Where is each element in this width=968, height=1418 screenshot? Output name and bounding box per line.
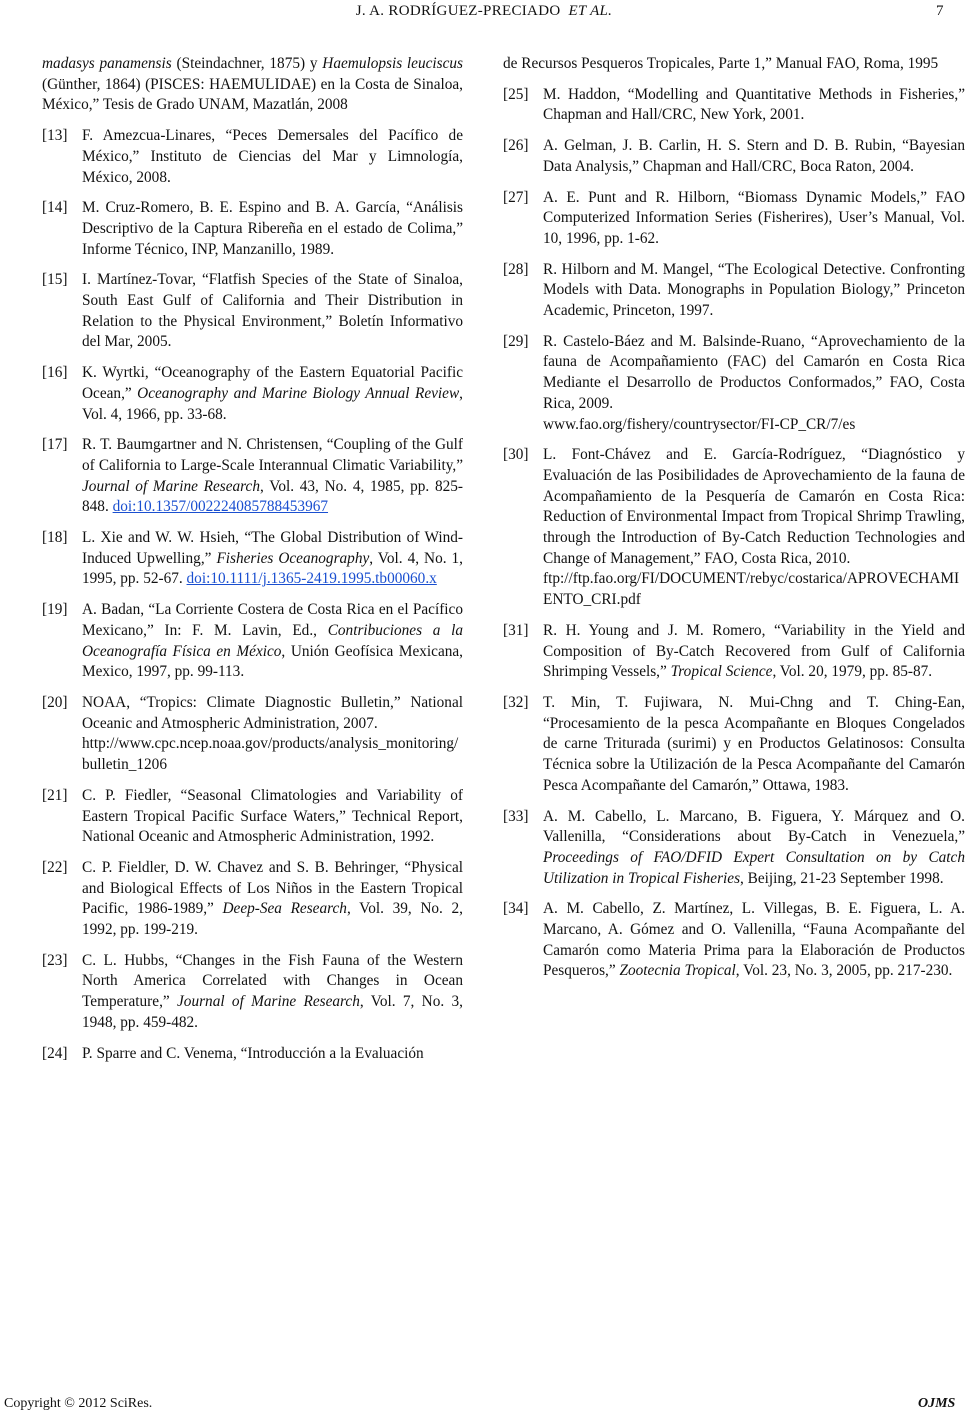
reference-body <box>82 126 463 188</box>
reference-number: [16] <box>42 364 68 382</box>
reference-body <box>543 260 965 322</box>
reference-body <box>543 445 965 611</box>
reference-text: A. M. Cabello, Z. Martínez, L. Villegas, B. E. Figuera, L. A. Marcano, A. Gómez and O. Vallenilla, “Fauna Acompañante del Camarón como Materia Prima para la Elaboración de Productos Pesqueros,” <box>543 900 965 980</box>
italic-title: Tropical Science <box>670 663 773 681</box>
reference-entry <box>42 951 463 1034</box>
reference-entry <box>42 786 463 848</box>
reference-text: (Steindachner, 1875) y <box>171 55 323 72</box>
reference-entry <box>42 126 463 188</box>
reference-entry <box>42 858 463 941</box>
reference-body <box>82 600 463 683</box>
reference-text: , Unión Geofísica Mexicana, Mexico, 1997, pp. 99-113. <box>82 642 463 681</box>
reference-entry <box>42 693 463 776</box>
reference-entry <box>503 621 965 683</box>
reference-entry <box>503 693 965 797</box>
reference-body <box>543 807 965 890</box>
reference-text: A. M. Cabello, L. Marcano, B. Figuera, Y. Márquez and O. Vallenilla, “Considerations about By-Catch in Venezuela,” <box>543 807 965 846</box>
reference-text: T. Min, T. Fujiwara, N. Mui-Chng and T. Ching-Ean, “Procesamiento de la pesca Acompañante en Bloques Congelados de carne Triturada (surimi) y en Productos Gelatinosos: Consulta Técnica sobre la Utilización de la Pesca Acompañante del Camarón Pesca Acompañante del Camarón,” Ottawa, 1983. <box>543 693 965 794</box>
reference-text: , Vol. 43, No. 4, 1985, pp. 825-848. <box>82 477 463 516</box>
reference-body <box>82 435 463 518</box>
reference-body <box>82 1044 463 1065</box>
reference-body <box>543 85 965 126</box>
reference-text: R. T. Baumgartner and N. Christensen, “Coupling of the Gulf of California to Large-Scale Interannual Climatic Variability,” <box>82 436 463 474</box>
reference-entry <box>42 363 463 425</box>
reference-number: [18] <box>42 529 68 547</box>
reference-body <box>82 858 463 941</box>
reference-text: , Vol. 39, No. 2, 1992, pp. 199-219. <box>82 900 463 939</box>
reference-entry <box>42 528 463 590</box>
reference-number: [20] <box>42 693 68 711</box>
reference-text: A. E. Punt and R. Hilborn, “Biomass Dynamic Models,” FAO Computerized Information Series (Fisherires), User’s Manual, Vol. 10, 1996, pp. 1-62. <box>543 188 965 247</box>
reference-entry <box>503 260 965 322</box>
reference-number: [33] <box>503 807 529 825</box>
left-column <box>42 54 463 1074</box>
reference-body <box>82 951 463 1034</box>
reference-url[interactable]: www.fao.org/fishery/countrysector/FI-CP_CR/7/es <box>543 415 856 433</box>
reference-number: [17] <box>42 436 68 454</box>
reference-number: [30] <box>503 446 529 464</box>
reference-number: [19] <box>42 601 68 619</box>
reference-entry <box>42 600 463 683</box>
reference-number: [13] <box>42 127 68 145</box>
reference-number: [22] <box>42 858 68 876</box>
reference-text: P. Sparre and C. Venema, “Introducción a la Evaluación <box>82 1044 424 1062</box>
reference-number: [34] <box>503 900 529 918</box>
reference-text: A. Badan, “La Corriente Costera de Costa Rica en el Pacífico Mexicano,” In: F. M. Lavin, Ed., <box>82 601 463 639</box>
reference-entry <box>503 899 965 982</box>
reference-text: R. Hilborn and M. Mangel, “The Ecological Detective. Confronting Models with Data. Monographs in Population Biology,” Princeton Academic, Princeton, 1997. <box>543 260 965 320</box>
reference-entry <box>42 198 463 260</box>
reference-text: C. L. Hubbs, “Changes in the Fish Fauna of the Western North America Correlated with Changes in Ocean Temperature,” <box>82 951 463 1011</box>
reference-number: [23] <box>42 951 68 969</box>
reference-url[interactable]: http://www.cpc.ncep.noaa.gov/products/analysis_monitoring/bulletin_1206 <box>82 735 459 774</box>
reference-number: [31] <box>503 621 529 639</box>
copyright-notice: Copyright © 2012 SciRes. <box>4 1396 153 1411</box>
italic-title: Proceedings of FAO/DFID Expert Consultation on by Catch Utilization in Tropical Fisheries <box>543 848 965 887</box>
reference-text: , Beijing, 21-23 September 1998. <box>740 869 944 887</box>
reference-entry <box>42 1044 463 1065</box>
reference-text: NOAA, “Tropics: Climate Diagnostic Bulletin,” National Oceanic and Atmospheric Administration, 2007. <box>82 693 463 732</box>
reference-number: [32] <box>503 693 529 711</box>
reference-text: M. Cruz-Romero, B. E. Espino and B. A. García, “Análisis Descriptivo de la Captura Ribereña en el estado de Colima,” Informe Técnico, INP, Manzanillo, 1989. <box>82 199 463 258</box>
reference-entry <box>503 332 965 436</box>
reference-text: A. Gelman, J. B. Carlin, H. S. Stern and D. B. Rubin, “Bayesian Data Analysis,” Chapman and Hall/CRC, Boca Raton, 2004. <box>543 137 965 175</box>
italic-title: Haemulopsis leuciscus <box>322 55 464 72</box>
page-number: 7 <box>936 3 944 19</box>
italic-title: Contribuciones a la Oceanografía Física en México <box>82 621 463 660</box>
running-header <box>0 3 968 20</box>
reference-number: [29] <box>503 332 529 350</box>
reference-entry <box>503 445 965 611</box>
italic-title: Fisheries Oceanography <box>216 549 370 567</box>
journal-abbreviation: OJMS <box>918 1396 956 1411</box>
header-authors: J. A. RODRÍGUEZ-PRECIADO <box>355 3 561 19</box>
reference-entry <box>503 188 965 250</box>
reference-text: , Vol. 23, No. 3, 2005, pp. 217-230. <box>735 962 953 980</box>
reference-entry <box>42 435 463 518</box>
reference-text: K. Wyrtki, “Oceanography of the Eastern Equatorial Pacific Ocean,” <box>82 364 463 402</box>
reference-body <box>543 136 965 177</box>
reference-text: C. P. Fieldler, D. W. Chavez and S. B. Behringer, “Physical and Biological Effects of Los Niños in the Eastern Tropical Pacific, 1986-1989,” <box>82 858 463 918</box>
reference-number: [14] <box>42 199 68 217</box>
doi-link[interactable]: doi:10.1357/002224085788453967 <box>112 498 329 516</box>
reference-text: , Vol. 7, No. 3, 1948, pp. 459-482. <box>82 993 463 1031</box>
reference-text: R. Castelo-Báez and M. Balsinde-Ruano, “Aprovechamiento de la fauna de Acompañamiento (FAC) del Camarón en Costa Rica Mediante el Desarrollo de Productos Conformados,” FAO, Costa Rica, 2009. <box>543 332 965 412</box>
reference-body <box>82 198 463 260</box>
reference-body <box>543 621 965 683</box>
reference-text: F. Amezcua-Linares, “Peces Demersales del Pacífico de México,” Instituto de Ciencias del Mar y Limnología, México, 2008. <box>82 127 463 186</box>
italic-title: Zootecnia Tropical <box>619 962 736 980</box>
italic-title: madasys panamensis <box>42 55 172 72</box>
reference-body <box>543 332 965 436</box>
italic-title: Oceanography and Marine Biology Annual Review <box>137 384 460 402</box>
reference-text: R. H. Young and J. M. Romero, “Variability in the Yield and Composition of By-Catch Recovered from Gulf of California Shrimping Vessels,” <box>543 621 965 681</box>
reference-text: , Vol. 4, No. 1, 1995, pp. 52-67. <box>82 549 464 588</box>
reference-text: I. Martínez-Tovar, “Flatfish Species of the State of Sinaloa, South East Gulf of California and Their Distribution in Relation to the Physical Environment,” Boletín Informativo del Mar, 2005. <box>82 271 463 351</box>
right-column <box>503 54 965 992</box>
header-etal: ET AL. <box>568 3 613 19</box>
doi-link[interactable]: doi:10.1111/j.1365-2419.1995.tb00060.x <box>186 570 437 588</box>
reference-number: [21] <box>42 786 68 804</box>
reference-number: [28] <box>503 260 529 278</box>
reference-entry <box>42 270 463 353</box>
italic-title: Deep-Sea Research <box>222 900 347 918</box>
reference-entry <box>503 85 965 126</box>
reference-body <box>543 899 965 982</box>
reference-text: (Günther, 1864) (PISCES: HAEMULIDAE) en la Costa de Sinaloa, México,” Tesis de Grado UNAM, Mazatlán, 2008 <box>42 75 463 114</box>
reference-list-left <box>42 126 463 1064</box>
reference-number: [24] <box>42 1044 68 1062</box>
reference-entry <box>503 136 965 177</box>
reference-body <box>543 188 965 250</box>
reference-body <box>82 363 463 425</box>
italic-title: Journal of Marine Research <box>177 993 360 1011</box>
reference-number: [26] <box>503 137 529 155</box>
reference-text: , Vol. 20, 1979, pp. 85-87. <box>772 663 933 681</box>
reference-text: , Vol. 4, 1966, pp. 33-68. <box>82 384 463 423</box>
reference-body <box>543 693 965 797</box>
reference-number: [15] <box>42 271 68 289</box>
reference-text: L. Font-Chávez and E. García-Rodríguez, “Diagnóstico y Evaluación de las Posibilidades de Aprovechamiento de la fauna de Acompañamiento de la Pesquería de Camarón en Costa Rica: Reduction of Environmental Impact from Tropical Shrimp Trawling, through the Introduction of By-Catch Reduction Technologies and Change of Management,” FAO, Costa Rica, 2010. <box>543 446 965 567</box>
reference-url[interactable]: ftp://ftp.fao.org/FI/DOCUMENT/rebyc/costarica/APROVECHAMIENTO_CRI.pdf <box>543 570 960 609</box>
reference-entry <box>503 807 965 890</box>
reference-body <box>82 270 463 353</box>
reference-text: de Recursos Pesqueros Tropicales, Parte 1,” Manual FAO, Roma, 1995 <box>503 55 939 72</box>
reference-body <box>82 528 463 590</box>
reference-text: M. Haddon, “Modelling and Quantitative Methods in Fisheries,” Chapman and Hall/CRC, New York, 2001. <box>543 85 965 124</box>
reference-number: [27] <box>503 188 529 206</box>
reference-body <box>82 786 463 848</box>
reference-body <box>82 693 463 776</box>
reference-text: L. Xie and W. W. Hsieh, “The Global Distribution of Wind-Induced Upwelling,” <box>82 529 463 567</box>
reference-number: [25] <box>503 85 529 103</box>
reference-continuation <box>503 54 965 75</box>
reference-text: C. P. Fiedler, “Seasonal Climatologies and Variability of Eastern Tropical Pacific Surface Waters,” Technical Report, National Oceanic and Atmospheric Administration, 1992. <box>82 786 463 846</box>
italic-title: Journal of Marine Research <box>82 477 260 495</box>
reference-continuation <box>42 54 463 116</box>
reference-list-right <box>503 85 965 982</box>
